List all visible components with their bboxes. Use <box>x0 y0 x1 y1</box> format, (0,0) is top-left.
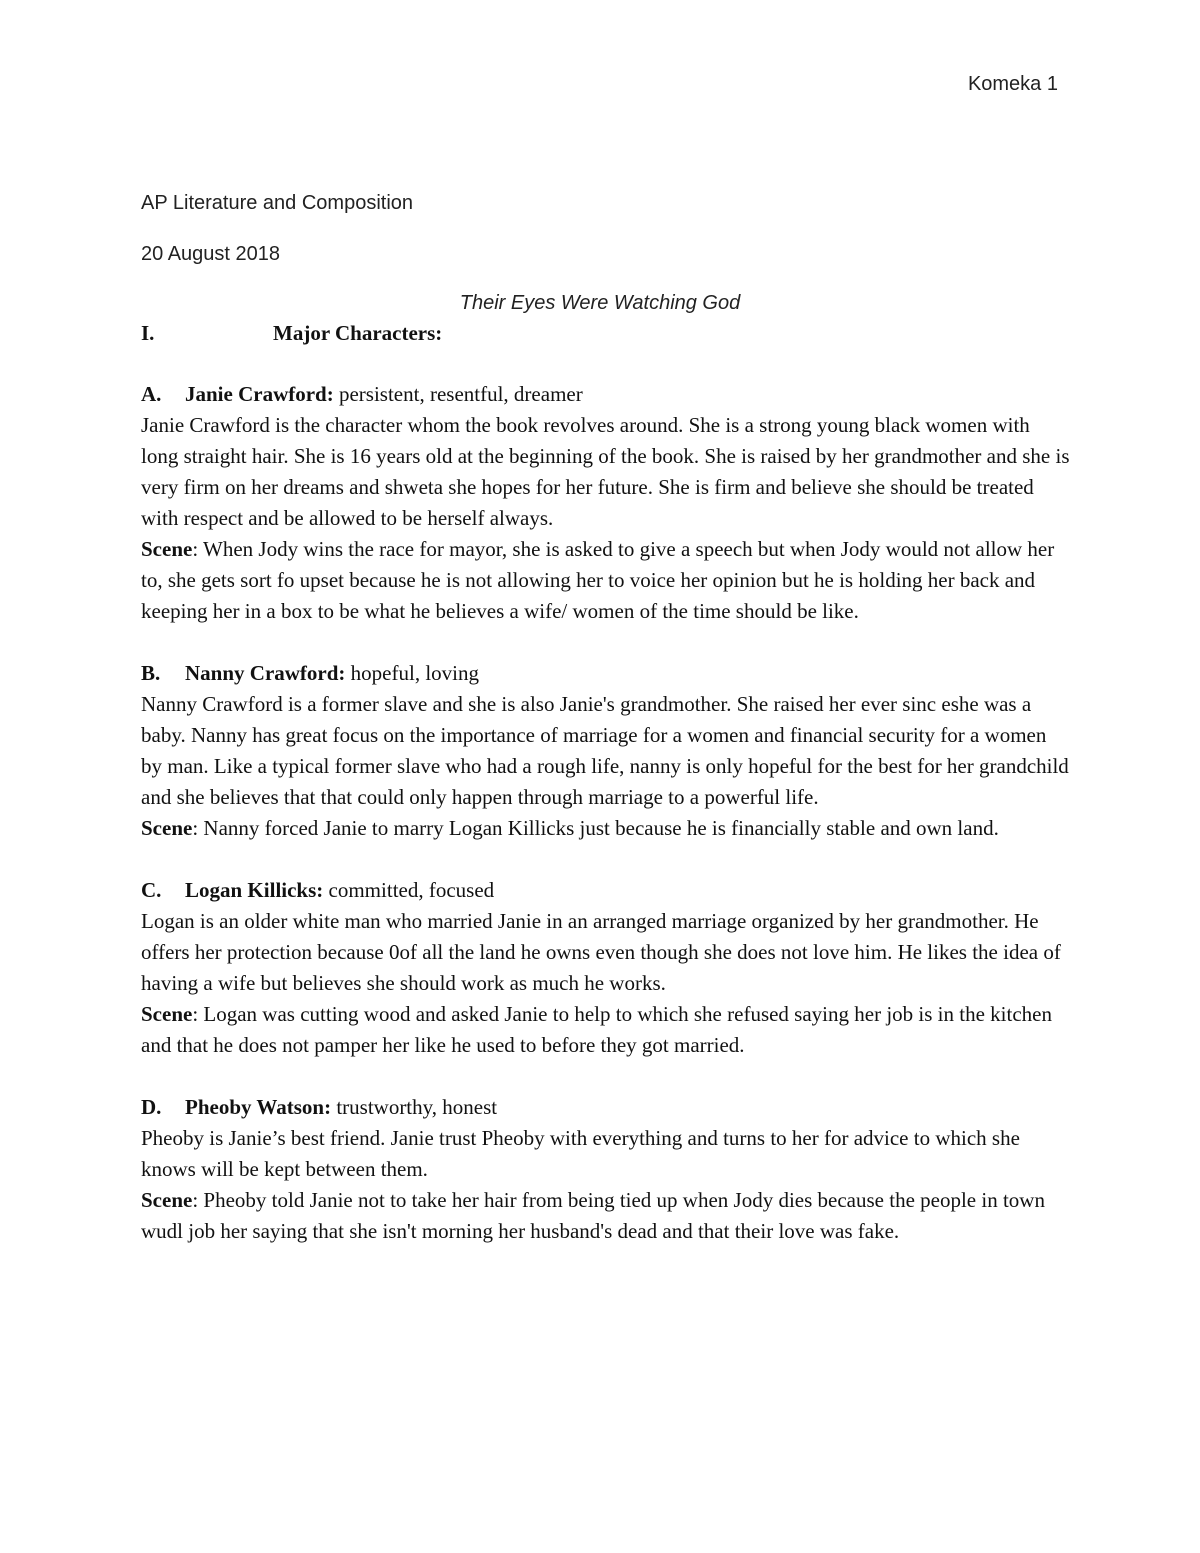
scene-label: Scene <box>141 537 193 561</box>
character-traits: committed, focused <box>323 878 495 902</box>
character-description: Pheoby is Janie’s best friend. Janie trust Pheoby with everything and turns to her for advice to which she knows will be kept between them. <box>141 1126 1020 1181</box>
character-letter: B. <box>141 661 161 685</box>
character-scene <box>141 813 1071 844</box>
course-name: AP Literature and Composition <box>141 192 414 214</box>
character-letter: D. <box>141 1095 162 1119</box>
character-traits: hopeful, loving <box>345 661 479 685</box>
section-heading <box>141 321 442 346</box>
scene-label: Scene <box>141 1188 193 1212</box>
character-name: Nanny Crawford: <box>185 661 346 685</box>
character-entry <box>141 379 1071 627</box>
document-date: 20 August 2018 <box>141 243 281 265</box>
character-heading <box>141 379 1071 410</box>
scene-text: : Logan was cutting wood and asked Janie to help to which she refused saying her job is in the kitchen and that he does not pamper her like he used to before they got married. <box>141 1002 1052 1057</box>
character-list <box>141 379 1071 1278</box>
character-heading <box>141 1092 1071 1123</box>
character-name: Logan Killicks: <box>185 878 324 902</box>
character-heading <box>141 875 1071 906</box>
character-name: Pheoby Watson: <box>185 1095 332 1119</box>
character-description: Nanny Crawford is a former slave and she is also Janie's grandmother. She raised her ever sinc eshe was a baby. Nanny has great focus on the importance of marriage for a women and financial security for a women by man. Like a typical former slave who had a rough life, nanny is only hopeful for the best for her grandchild and she believes that that could only happen through marriage to a powerful life. <box>141 692 1069 809</box>
character-traits: persistent, resentful, dreamer <box>333 382 583 406</box>
character-traits: trustworthy, honest <box>331 1095 498 1119</box>
character-scene <box>141 1185 1071 1247</box>
character-entry <box>141 875 1071 1061</box>
character-entry <box>141 1092 1071 1247</box>
character-scene <box>141 999 1071 1061</box>
page-header-label: Komeka 1 <box>967 73 1058 95</box>
character-description: Logan is an older white man who married Janie in an arranged marriage organized by her grandmother. He offers her protection because 0of all the land he owns even though she does not love him. He likes the idea of having a wife but believes she should work as much he works. <box>141 909 1061 995</box>
character-entry <box>141 658 1071 844</box>
scene-text: : When Jody wins the race for mayor, she is asked to give a speech but when Jody would not allow her to, she gets sort fo upset because he is not allowing her to voice her opinion but he is holding her back and keeping her in a box to be what he believes a wife/ women of the time should be like. <box>141 537 1055 623</box>
character-letter: C. <box>141 878 162 902</box>
section-number: I. <box>141 321 155 345</box>
scene-label: Scene <box>141 816 193 840</box>
scene-label: Scene <box>141 1002 193 1026</box>
character-letter: A. <box>141 382 162 406</box>
section-heading-text: Major Characters: <box>273 321 443 345</box>
scene-text: : Pheoby told Janie not to take her hair from being tied up when Jody dies because the people in town wudl job her saying that she isn't morning her husband's dead and that their love was fake. <box>141 1188 1045 1243</box>
character-description: Janie Crawford is the character whom the book revolves around. She is a strong young black women with long straight hair. She is 16 years old at the beginning of the book. She is raised by her grandmother and she is very firm on her dreams and shweta she hopes for her future. She is firm and believe she should be treated with respect and be allowed to be herself always. <box>141 413 1070 530</box>
character-scene <box>141 534 1071 627</box>
character-name: Janie Crawford: <box>185 382 334 406</box>
character-heading <box>141 658 1071 689</box>
scene-text: : Nanny forced Janie to marry Logan Killicks just because he is financially stable and own land. <box>192 816 999 840</box>
document-title: Their Eyes Were Watching God <box>459 292 741 314</box>
